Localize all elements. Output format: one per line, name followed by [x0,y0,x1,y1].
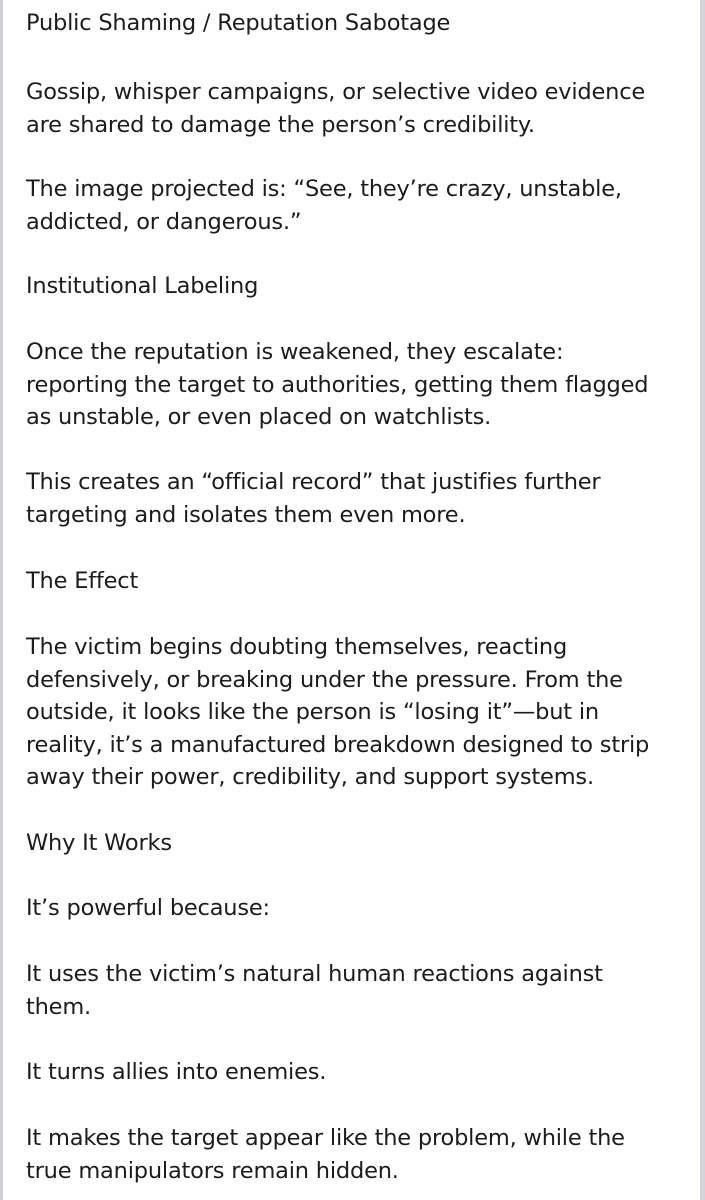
paragraph-point-target [26,1122,625,1187]
text-line: addicted, or dangerous.” [26,208,302,235]
text-line: reality, it’s a manufactured breakdown designed to strip [26,731,650,758]
text-line: defensively, or breaking under the pressure. From the [26,666,623,693]
paragraph-point-allies: It turns allies into enemies. [26,1059,327,1085]
paragraph-image-projected [26,173,622,238]
scrollbar-track[interactable] [700,0,705,1200]
left-border [0,0,3,1200]
paragraph-escalate [26,336,648,434]
text-line: The victim begins doubting themselves, reacting [26,634,568,660]
text-line: Once the reputation is weakened, they escalate: [26,339,564,365]
text-line: away their power, credibility, and support systems. [26,764,594,790]
paragraph-victim [26,631,649,794]
text-line: It uses the victim’s natural human reactions against [26,961,603,987]
paragraph-gossip [26,76,645,141]
text-line: reporting the target to authorities, getting them flagged [26,371,649,398]
text-line: The image projected is: “See, they’re crazy, unstable, [26,176,622,202]
heading-institutional-labeling: Institutional Labeling [26,273,259,299]
heading-why-it-works: Why It Works [26,830,172,856]
text-line: Gossip, whisper campaigns, or selective video evidence [26,79,646,105]
text-line: This creates an “official record” that justifies further [26,469,601,495]
text-line: them. [26,993,91,1020]
text-line: targeting and isolates them even more. [26,501,466,528]
paragraph-point-reactions [26,958,603,1023]
text-line: It makes the target appear like the problem, while the [26,1125,625,1151]
paragraph-official-record [26,466,600,531]
text-line: true manipulators remain hidden. [26,1157,399,1184]
paragraph-powerful: It’s powerful because: [26,895,270,921]
text-line: outside, it looks like the person is “losing it”—but in [26,699,599,725]
text-line: as unstable, or even placed on watchlists. [26,404,492,430]
text-line: are shared to damage the person’s credibility. [26,111,535,138]
heading-public-shaming: Public Shaming / Reputation Sabotage [26,10,451,36]
heading-the-effect: The Effect [26,568,139,594]
